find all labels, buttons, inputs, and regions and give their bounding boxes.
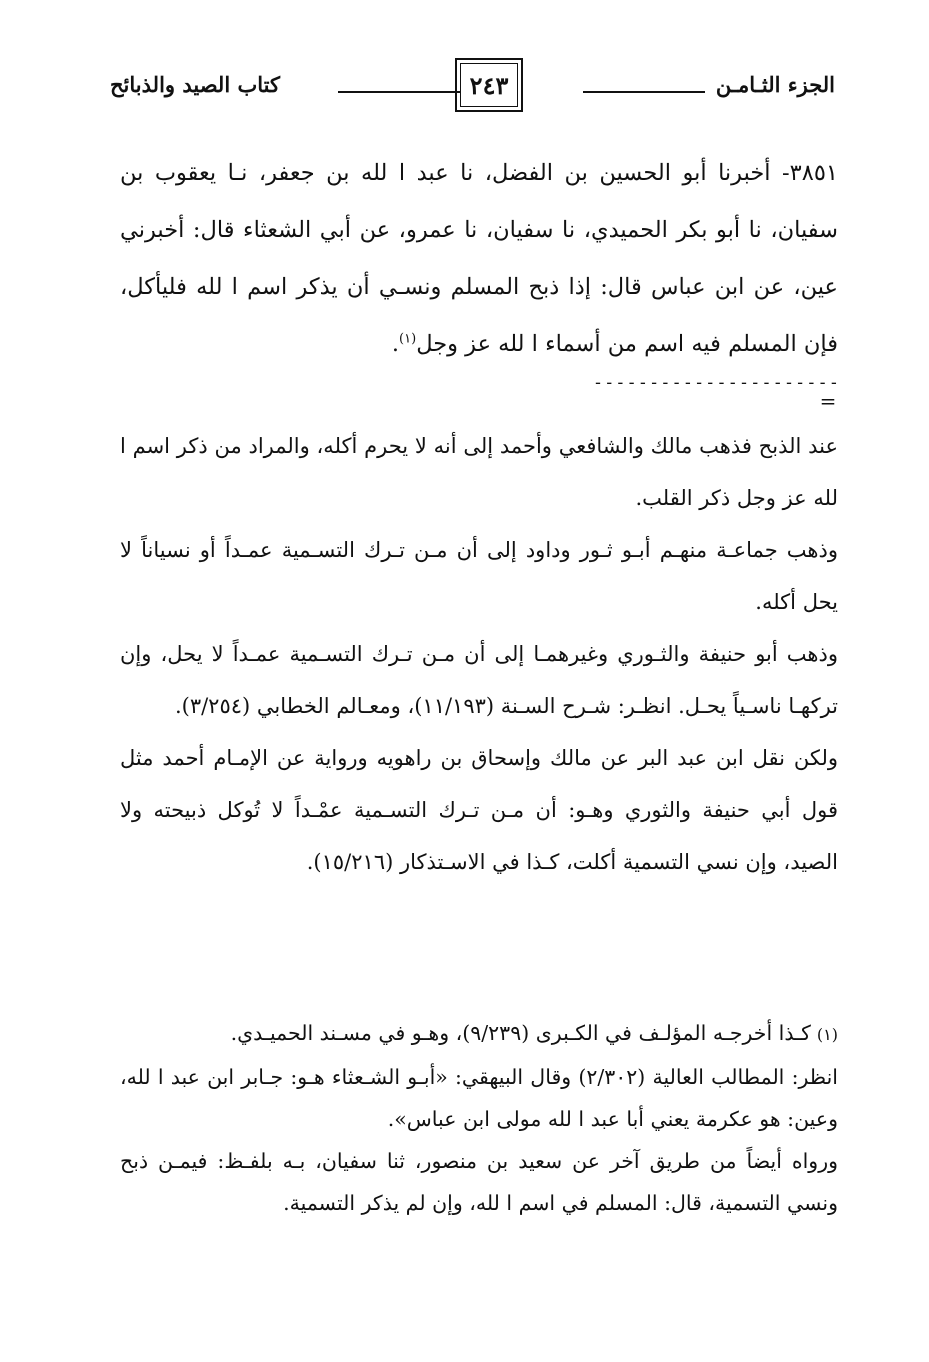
footnote-line: انظر: المطالب العالية (٢/٣٠٢) وقال البيهقي: «أبـو الشـعثاء هـو: جـابر ابن عبد ا لله، وعين: هو عكرمة يعني أبا عبد ا لله مولى ابن عباس». [120,1065,838,1131]
hadith-paragraph [120,145,838,373]
footnotes-block [120,1012,838,1224]
footnote-marker: (١) [816,1025,838,1044]
continuation-paragraph: ولكن نقل ابن عبد البر عن مالك وإسحاق بن راهويه ورواية عن الإمـام أحمد مثل قول أبي حنيفة والثوري وهـو: أن مـن تـرك التسـمية عمْـداً لا تُوكل ذبيحته ولا الصيد، وإن نسي التسمية أكلت، كـذا في الاسـتذكار (١٥/٢١٦). [120,746,838,874]
page-number: ٢٤٣ [469,70,509,100]
hadith-text: أخبرنا أبو الحسين بن الفضل، نا عبد ا لله بن جعفر، نـا يعقوب بن سفيان، نا أبو بكر الحميدي، نا سفيان، نا عمرو، عن أبي الشعثاء قال: أخبرني عين، عن ابن عباس قال: إذا ذبح المسلم ونسـي أن يذكر اسم ا لله فليأكل، فإن المسلم فيه اسم من أسماء ا لله عز وجل [120,160,838,357]
continuation-marker: = [819,389,837,413]
dashed-separator: ---------------------- [592,374,840,392]
footnote-line [120,1012,838,1056]
footnote-reference: (١) [399,331,417,347]
book-title: كتاب الصيد والذبائح [110,72,280,97]
continuation-paragraph: وذهب جماعـة منهـم أبـو ثـور وداود إلى أن مـن تـرك التسـمية عمـداً أو نسياناً لا يحل أكله. [120,538,838,614]
footnote-text: كـذا أخرجـه المؤلـف في الكـبرى (٩/٢٣٩)، وهـو في مسـند الحميـدي. [230,1021,811,1045]
header-rule-left [338,91,460,93]
hadith-end: . [391,331,400,357]
volume-label: الجزء الثـامـن [715,72,835,97]
continuation-paragraph: وذهب أبو حنيفة والثـوري وغيرهمـا إلى أن مـن تـرك التسـمية عمـداً لا يحل، وإن تركهـا ناسـياً يحـل. انظـر: شـرح السـنة (١١/١٩٣)، ومعـالم الخطابي (٣/٢٥٤). [120,642,838,718]
hadith-block [120,145,838,373]
page-header [110,58,835,118]
page-number-box [455,58,523,112]
hadith-number: ٣٨٥١- [782,160,838,186]
page-number-inner-frame [460,63,518,107]
continuation-paragraph: عند الذبح فذهب مالك والشافعي وأحمد إلى أنه لا يحرم أكله، والمراد من ذكر اسم ا لله عز وجل ذكر القلب. [120,434,838,510]
header-rule-right [583,91,705,93]
footnote-line: ورواه أيضاً من طريق آخر عن سعيد بن منصور، ثنا سفيان، بـه بلفـظ: فيمـن ذبح ونسي التسمية، قال: المسلم في اسم ا لله، وإن لم يذكر التسمية. [120,1149,838,1215]
previous-footnote-continuation [120,420,838,888]
